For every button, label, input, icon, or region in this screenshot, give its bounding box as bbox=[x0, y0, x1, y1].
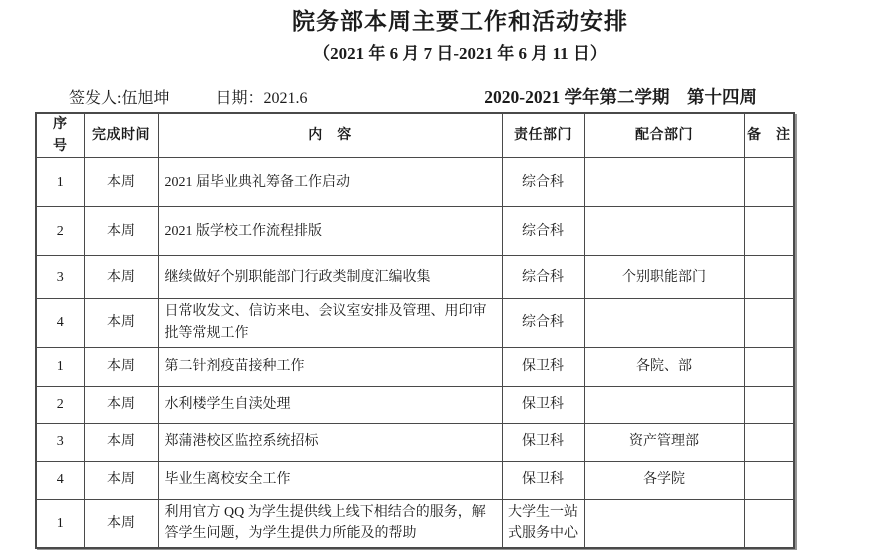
table-row bbox=[36, 386, 794, 423]
cell-cooperating bbox=[584, 158, 744, 207]
col-header-no: 序 号 bbox=[36, 113, 84, 158]
cell-time: 本周 bbox=[84, 207, 158, 256]
cell-no: 4 bbox=[36, 461, 84, 499]
cell-no: 2 bbox=[36, 386, 84, 423]
cell-content: 日常收发文、信访来电、会议室安排及管理、用印审批等常规工作 bbox=[158, 299, 502, 347]
cell-cooperating: 个别职能部门 bbox=[584, 256, 744, 299]
cell-responsible: 保卫科 bbox=[502, 461, 584, 499]
cell-note bbox=[744, 256, 794, 299]
cell-note bbox=[744, 423, 794, 461]
cell-time: 本周 bbox=[84, 499, 158, 548]
page-title: 院务部本周主要工作和活动安排 bbox=[292, 9, 628, 34]
cell-content: 水利楼学生自渎处理 bbox=[158, 386, 502, 423]
cell-content: 继续做好个别职能部门行政类制度汇编收集 bbox=[158, 256, 502, 299]
cell-note bbox=[744, 158, 794, 207]
cell-responsible: 综合科 bbox=[502, 158, 584, 207]
cell-content: 2021 届毕业典礼筹备工作启动 bbox=[158, 158, 502, 207]
table-row bbox=[36, 158, 794, 207]
work-table bbox=[35, 112, 795, 549]
cell-time: 本周 bbox=[84, 299, 158, 347]
table-row bbox=[36, 461, 794, 499]
cell-no: 1 bbox=[36, 347, 84, 386]
cell-responsible: 大学生一站式服务中心 bbox=[502, 499, 584, 548]
cell-content: 第二针剂疫苗接种工作 bbox=[158, 347, 502, 386]
cell-note bbox=[744, 386, 794, 423]
title-block bbox=[0, 0, 872, 65]
cell-note bbox=[744, 207, 794, 256]
col-header-content: 内 容 bbox=[158, 113, 502, 158]
cell-no: 2 bbox=[36, 207, 84, 256]
cell-responsible: 综合科 bbox=[502, 299, 584, 347]
cell-cooperating bbox=[584, 207, 744, 256]
cell-no: 1 bbox=[36, 158, 84, 207]
col-header-responsible: 责任部门 bbox=[502, 113, 584, 158]
cell-no: 3 bbox=[36, 256, 84, 299]
table-row bbox=[36, 256, 794, 299]
table-header-row bbox=[36, 113, 794, 158]
col-header-note: 备 注 bbox=[744, 113, 794, 158]
cell-note bbox=[744, 347, 794, 386]
cell-no: 4 bbox=[36, 299, 84, 347]
table-row bbox=[36, 207, 794, 256]
cell-cooperating bbox=[584, 299, 744, 347]
cell-note bbox=[744, 299, 794, 347]
cell-content: 毕业生离校安全工作 bbox=[158, 461, 502, 499]
cell-cooperating: 各学院 bbox=[584, 461, 744, 499]
table-row bbox=[36, 499, 794, 548]
cell-responsible: 保卫科 bbox=[502, 423, 584, 461]
cell-responsible: 综合科 bbox=[502, 256, 584, 299]
date-label: 日期：2021.6 bbox=[215, 90, 308, 107]
cell-no: 3 bbox=[36, 423, 84, 461]
page-subtitle: （2021 年 6 月 7 日-2021 年 6 月 11 日） bbox=[313, 44, 607, 63]
cell-time: 本周 bbox=[84, 347, 158, 386]
semester-label: 2020-2021 学年第二学期 第十四周 bbox=[484, 87, 757, 107]
issuer-label: 签发人:伍旭坤 bbox=[69, 90, 170, 107]
cell-cooperating: 资产管理部 bbox=[584, 423, 744, 461]
cell-time: 本周 bbox=[84, 423, 158, 461]
cell-cooperating: 各院、部 bbox=[584, 347, 744, 386]
cell-responsible: 保卫科 bbox=[502, 386, 584, 423]
cell-time: 本周 bbox=[84, 256, 158, 299]
cell-time: 本周 bbox=[84, 461, 158, 499]
col-header-cooperating: 配合部门 bbox=[584, 113, 744, 158]
table-row bbox=[36, 423, 794, 461]
cell-note bbox=[744, 499, 794, 548]
cell-content: 郑蒲港校区监控系统招标 bbox=[158, 423, 502, 461]
cell-cooperating bbox=[584, 499, 744, 548]
cell-content: 利用官方 QQ 为学生提供线上线下相结合的服务，解答学生问题，为学生提供力所能及的帮助 bbox=[158, 499, 502, 548]
col-header-time: 完成时间 bbox=[84, 113, 158, 158]
cell-no: 1 bbox=[36, 499, 84, 548]
table-row bbox=[36, 299, 794, 347]
meta-row bbox=[35, 84, 793, 109]
cell-content: 2021 版学校工作流程排版 bbox=[158, 207, 502, 256]
cell-time: 本周 bbox=[84, 158, 158, 207]
cell-responsible: 保卫科 bbox=[502, 347, 584, 386]
cell-note bbox=[744, 461, 794, 499]
cell-cooperating bbox=[584, 386, 744, 423]
cell-time: 本周 bbox=[84, 386, 158, 423]
cell-responsible: 综合科 bbox=[502, 207, 584, 256]
table-row bbox=[36, 347, 794, 386]
